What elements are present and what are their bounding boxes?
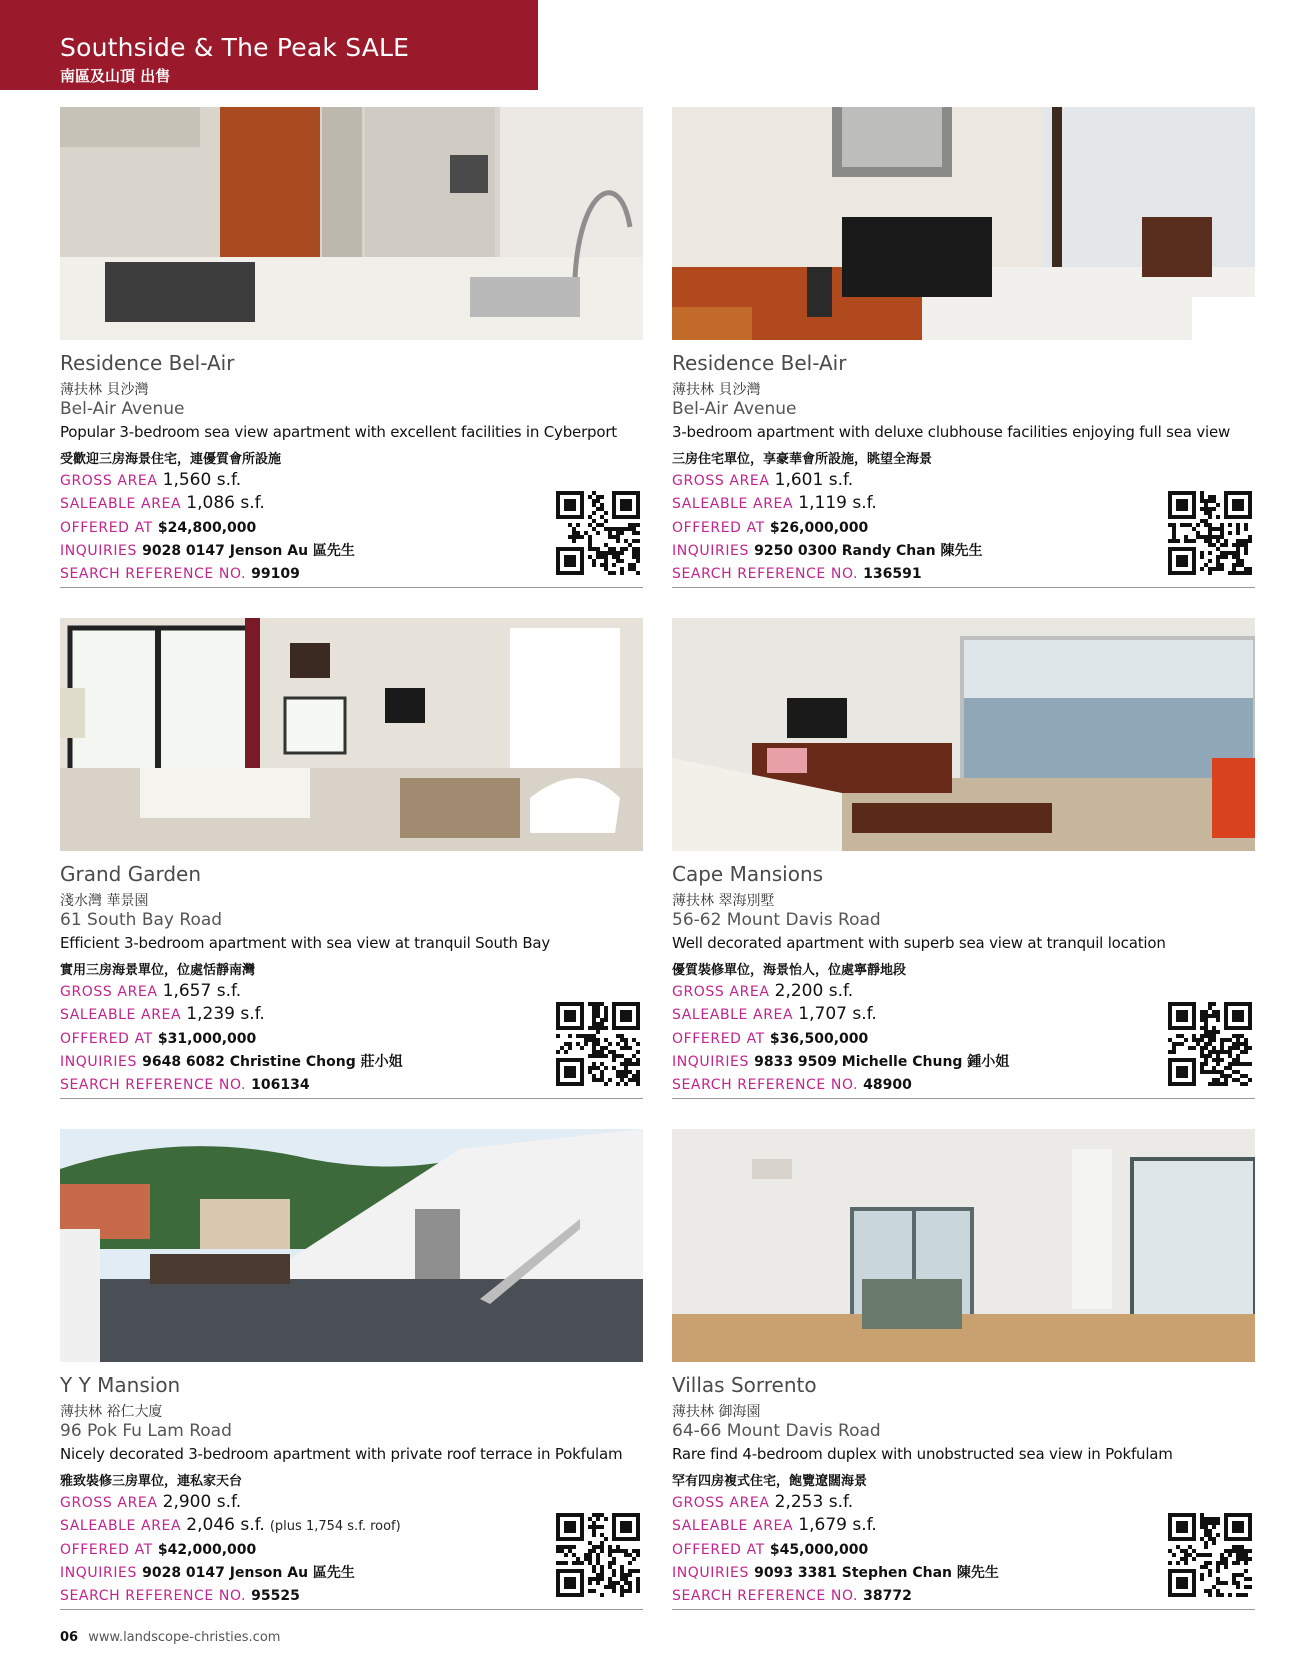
property-description-zh: 實用三房海景單位，位處恬靜南灣	[60, 963, 256, 978]
price-row	[672, 1539, 868, 1558]
inquiries-label: INQUIRIES	[60, 1054, 137, 1070]
reference-number: 48900	[863, 1077, 912, 1093]
inquiries-contact[interactable]: 9028 0147 Jenson Au 區先生	[142, 1565, 355, 1581]
gross-area-value: 1,601 s.f.	[774, 470, 854, 490]
card-divider	[672, 587, 1255, 588]
listing-photo-living-room[interactable]	[60, 618, 643, 851]
property-description: Efficient 3-bedroom apartment with sea view at tranquil South Bay	[60, 934, 551, 952]
reference-label: SEARCH REFERENCE NO.	[60, 1077, 247, 1093]
property-name-zh: 薄扶林 貝沙灣	[60, 382, 149, 398]
property-street: Bel-Air Avenue	[672, 399, 797, 419]
inquiries-label: INQUIRIES	[672, 1565, 749, 1581]
property-street: Bel-Air Avenue	[60, 399, 185, 419]
listing-card[interactable]	[672, 1129, 1255, 1611]
property-street: 56-62 Mount Davis Road	[672, 910, 881, 930]
saleable-area-value: 1,086 s.f.	[186, 493, 265, 513]
property-name: Y Y Mansion	[60, 1373, 181, 1397]
property-description: Nicely decorated 3-bedroom apartment with private roof terrace in Pokfulam	[60, 1445, 623, 1463]
gross-area-label: GROSS AREA	[672, 1495, 770, 1511]
gross-area-label: GROSS AREA	[60, 1495, 158, 1511]
reference-row	[672, 563, 922, 582]
inquiries-contact[interactable]: 9028 0147 Jenson Au 區先生	[142, 543, 355, 559]
reference-label: SEARCH REFERENCE NO.	[60, 566, 247, 582]
page-footer	[60, 1630, 280, 1645]
price-row	[672, 517, 868, 536]
inquiries-row	[672, 540, 983, 560]
inquiries-contact[interactable]: 9648 6082 Christine Chong 莊小姐	[142, 1054, 403, 1070]
card-divider	[672, 1098, 1255, 1099]
gross-area-row	[672, 1492, 853, 1512]
property-name: Residence Bel-Air	[672, 351, 847, 375]
property-description-zh: 罕有四房複式住宅，飽覽遼闊海景	[672, 1474, 868, 1489]
property-name-zh: 薄扶林 翠海別墅	[672, 893, 775, 909]
inquiries-label: INQUIRIES	[672, 543, 749, 559]
reference-number: 38772	[863, 1588, 912, 1604]
property-street: 96 Pok Fu Lam Road	[60, 1421, 232, 1441]
property-name: Residence Bel-Air	[60, 351, 235, 375]
reference-number: 95525	[251, 1588, 300, 1604]
saleable-area-label: SALEABLE AREA	[60, 496, 182, 512]
section-subtitle: 南區及山頂 出售	[60, 67, 171, 85]
property-name-zh: 淺水灣 華景園	[60, 893, 149, 909]
property-name: Grand Garden	[60, 862, 202, 886]
listing-card[interactable]	[60, 618, 643, 1100]
offered-label: OFFERED AT	[60, 1542, 153, 1558]
property-description: Popular 3-bedroom sea view apartment with excellent facilities in Cyberport	[60, 423, 617, 441]
saleable-area-value: 2,046 s.f.	[186, 1515, 265, 1535]
saleable-area-row	[672, 1515, 877, 1535]
property-description-zh: 受歡迎三房海景住宅，連優質會所設施	[60, 452, 282, 467]
inquiries-row	[672, 1562, 999, 1582]
property-description-zh: 三房住宅單位，享豪華會所設施，眺望全海景	[672, 452, 933, 467]
gross-area-row	[672, 981, 853, 1001]
price-value: $24,800,000	[157, 520, 257, 536]
offered-label: OFFERED AT	[672, 520, 765, 536]
saleable-area-row	[60, 493, 265, 513]
gross-area-row	[60, 470, 241, 490]
property-description: Well decorated apartment with superb sea view at tranquil location	[672, 934, 1166, 952]
inquiries-row	[672, 1051, 1009, 1071]
price-value: $31,000,000	[157, 1031, 257, 1047]
qr-code-icon[interactable]	[556, 1513, 640, 1597]
saleable-area-label: SALEABLE AREA	[672, 496, 794, 512]
listing-photo-empty-room[interactable]	[672, 1129, 1255, 1362]
saleable-area-value: 1,679 s.f.	[798, 1515, 877, 1535]
property-description: Rare find 4-bedroom duplex with unobstructed sea view in Pokfulam	[672, 1445, 1173, 1463]
listing-photo-living-room[interactable]	[672, 107, 1255, 340]
property-name-zh: 薄扶林 裕仁大廈	[60, 1404, 163, 1420]
inquiries-row	[60, 1562, 355, 1582]
card-divider	[60, 1609, 643, 1610]
inquiries-label: INQUIRIES	[60, 1565, 137, 1581]
saleable-area-label: SALEABLE AREA	[60, 1007, 182, 1023]
saleable-area-value: 1,119 s.f.	[798, 493, 877, 513]
gross-area-value: 2,900 s.f.	[162, 1492, 242, 1512]
price-row	[672, 1028, 868, 1047]
qr-code-icon[interactable]	[556, 1002, 640, 1086]
saleable-area-label: SALEABLE AREA	[60, 1518, 182, 1534]
reference-label: SEARCH REFERENCE NO.	[672, 1077, 859, 1093]
gross-area-value: 2,200 s.f.	[774, 981, 854, 1001]
price-value: $36,500,000	[769, 1031, 869, 1047]
listing-photo-sea-view-lounge[interactable]	[672, 618, 1255, 851]
gross-area-label: GROSS AREA	[672, 984, 770, 1000]
card-divider	[672, 1609, 1255, 1610]
property-name: Cape Mansions	[672, 862, 824, 886]
offered-label: OFFERED AT	[60, 1031, 153, 1047]
saleable-area-row	[672, 493, 877, 513]
card-divider	[60, 587, 643, 588]
qr-code-icon[interactable]	[1168, 1002, 1252, 1086]
website-link[interactable]: www.landscope-christies.com	[88, 1630, 281, 1645]
reference-number: 106134	[251, 1077, 310, 1093]
saleable-area-row	[672, 1004, 877, 1024]
reference-row	[672, 1074, 912, 1093]
offered-label: OFFERED AT	[672, 1031, 765, 1047]
reference-row	[672, 1585, 912, 1604]
price-row	[60, 1028, 256, 1047]
offered-label: OFFERED AT	[60, 520, 153, 536]
reference-row	[60, 1074, 310, 1093]
price-value: $45,000,000	[769, 1542, 869, 1558]
property-street: 61 South Bay Road	[60, 910, 223, 930]
reference-number: 99109	[251, 566, 300, 582]
property-name: Villas Sorrento	[672, 1373, 817, 1397]
saleable-area-row	[60, 1004, 265, 1024]
price-row	[60, 1539, 256, 1558]
card-divider	[60, 1098, 643, 1099]
qr-code-icon[interactable]	[1168, 1513, 1252, 1597]
gross-area-label: GROSS AREA	[60, 473, 158, 489]
gross-area-value: 1,657 s.f.	[162, 981, 242, 1001]
page-number: 06	[60, 1630, 79, 1645]
reference-label: SEARCH REFERENCE NO.	[672, 566, 859, 582]
gross-area-value: 2,253 s.f.	[774, 1492, 854, 1512]
section-header	[0, 0, 538, 90]
inquiries-label: INQUIRIES	[672, 1054, 749, 1070]
listing-card[interactable]	[672, 107, 1255, 589]
reference-number: 136591	[863, 566, 922, 582]
qr-code-icon[interactable]	[556, 491, 640, 575]
gross-area-label: GROSS AREA	[60, 984, 158, 1000]
listing-card[interactable]	[672, 618, 1255, 1100]
listing-card[interactable]	[60, 1129, 643, 1611]
inquiries-contact[interactable]: 9093 3381 Stephen Chan 陳先生	[754, 1565, 999, 1581]
inquiries-contact[interactable]: 9250 0300 Randy Chan 陳先生	[754, 543, 983, 559]
property-street: 64-66 Mount Davis Road	[672, 1421, 881, 1441]
qr-code-icon[interactable]	[1168, 491, 1252, 575]
reference-label: SEARCH REFERENCE NO.	[60, 1588, 247, 1604]
reference-label: SEARCH REFERENCE NO.	[672, 1588, 859, 1604]
property-description: 3-bedroom apartment with deluxe clubhouse facilities enjoying full sea view	[672, 423, 1231, 441]
inquiries-label: INQUIRIES	[60, 543, 137, 559]
property-name-zh: 薄扶林 御海園	[672, 1404, 761, 1420]
gross-area-label: GROSS AREA	[672, 473, 770, 489]
reference-row	[60, 1585, 300, 1604]
gross-area-row	[60, 981, 241, 1001]
saleable-area-note: (plus 1,754 s.f. roof)	[269, 1519, 401, 1534]
listing-photo-kitchen[interactable]	[60, 107, 643, 340]
inquiries-contact[interactable]: 9833 9509 Michelle Chung 鍾小姐	[754, 1054, 1010, 1070]
saleable-area-label: SALEABLE AREA	[672, 1007, 794, 1023]
reference-row	[60, 563, 300, 582]
property-description-zh: 雅致裝修三房單位，連私家天台	[60, 1474, 243, 1489]
inquiries-row	[60, 1051, 403, 1071]
saleable-area-row	[60, 1515, 401, 1535]
property-description-zh: 優質裝修單位，海景怡人，位處寧靜地段	[672, 963, 907, 978]
price-value: $26,000,000	[769, 520, 869, 536]
section-title: Southside & The Peak SALE	[60, 33, 410, 62]
gross-area-value: 1,560 s.f.	[162, 470, 242, 490]
saleable-area-value: 1,239 s.f.	[186, 1004, 265, 1024]
saleable-area-value: 1,707 s.f.	[798, 1004, 877, 1024]
listing-card[interactable]	[60, 107, 643, 589]
price-value: $42,000,000	[157, 1542, 257, 1558]
offered-label: OFFERED AT	[672, 1542, 765, 1558]
gross-area-row	[60, 1492, 241, 1512]
price-row	[60, 517, 256, 536]
gross-area-row	[672, 470, 853, 490]
saleable-area-label: SALEABLE AREA	[672, 1518, 794, 1534]
inquiries-row	[60, 540, 355, 560]
property-name-zh: 薄扶林 貝沙灣	[672, 382, 761, 398]
listing-photo-roof-terrace[interactable]	[60, 1129, 643, 1362]
